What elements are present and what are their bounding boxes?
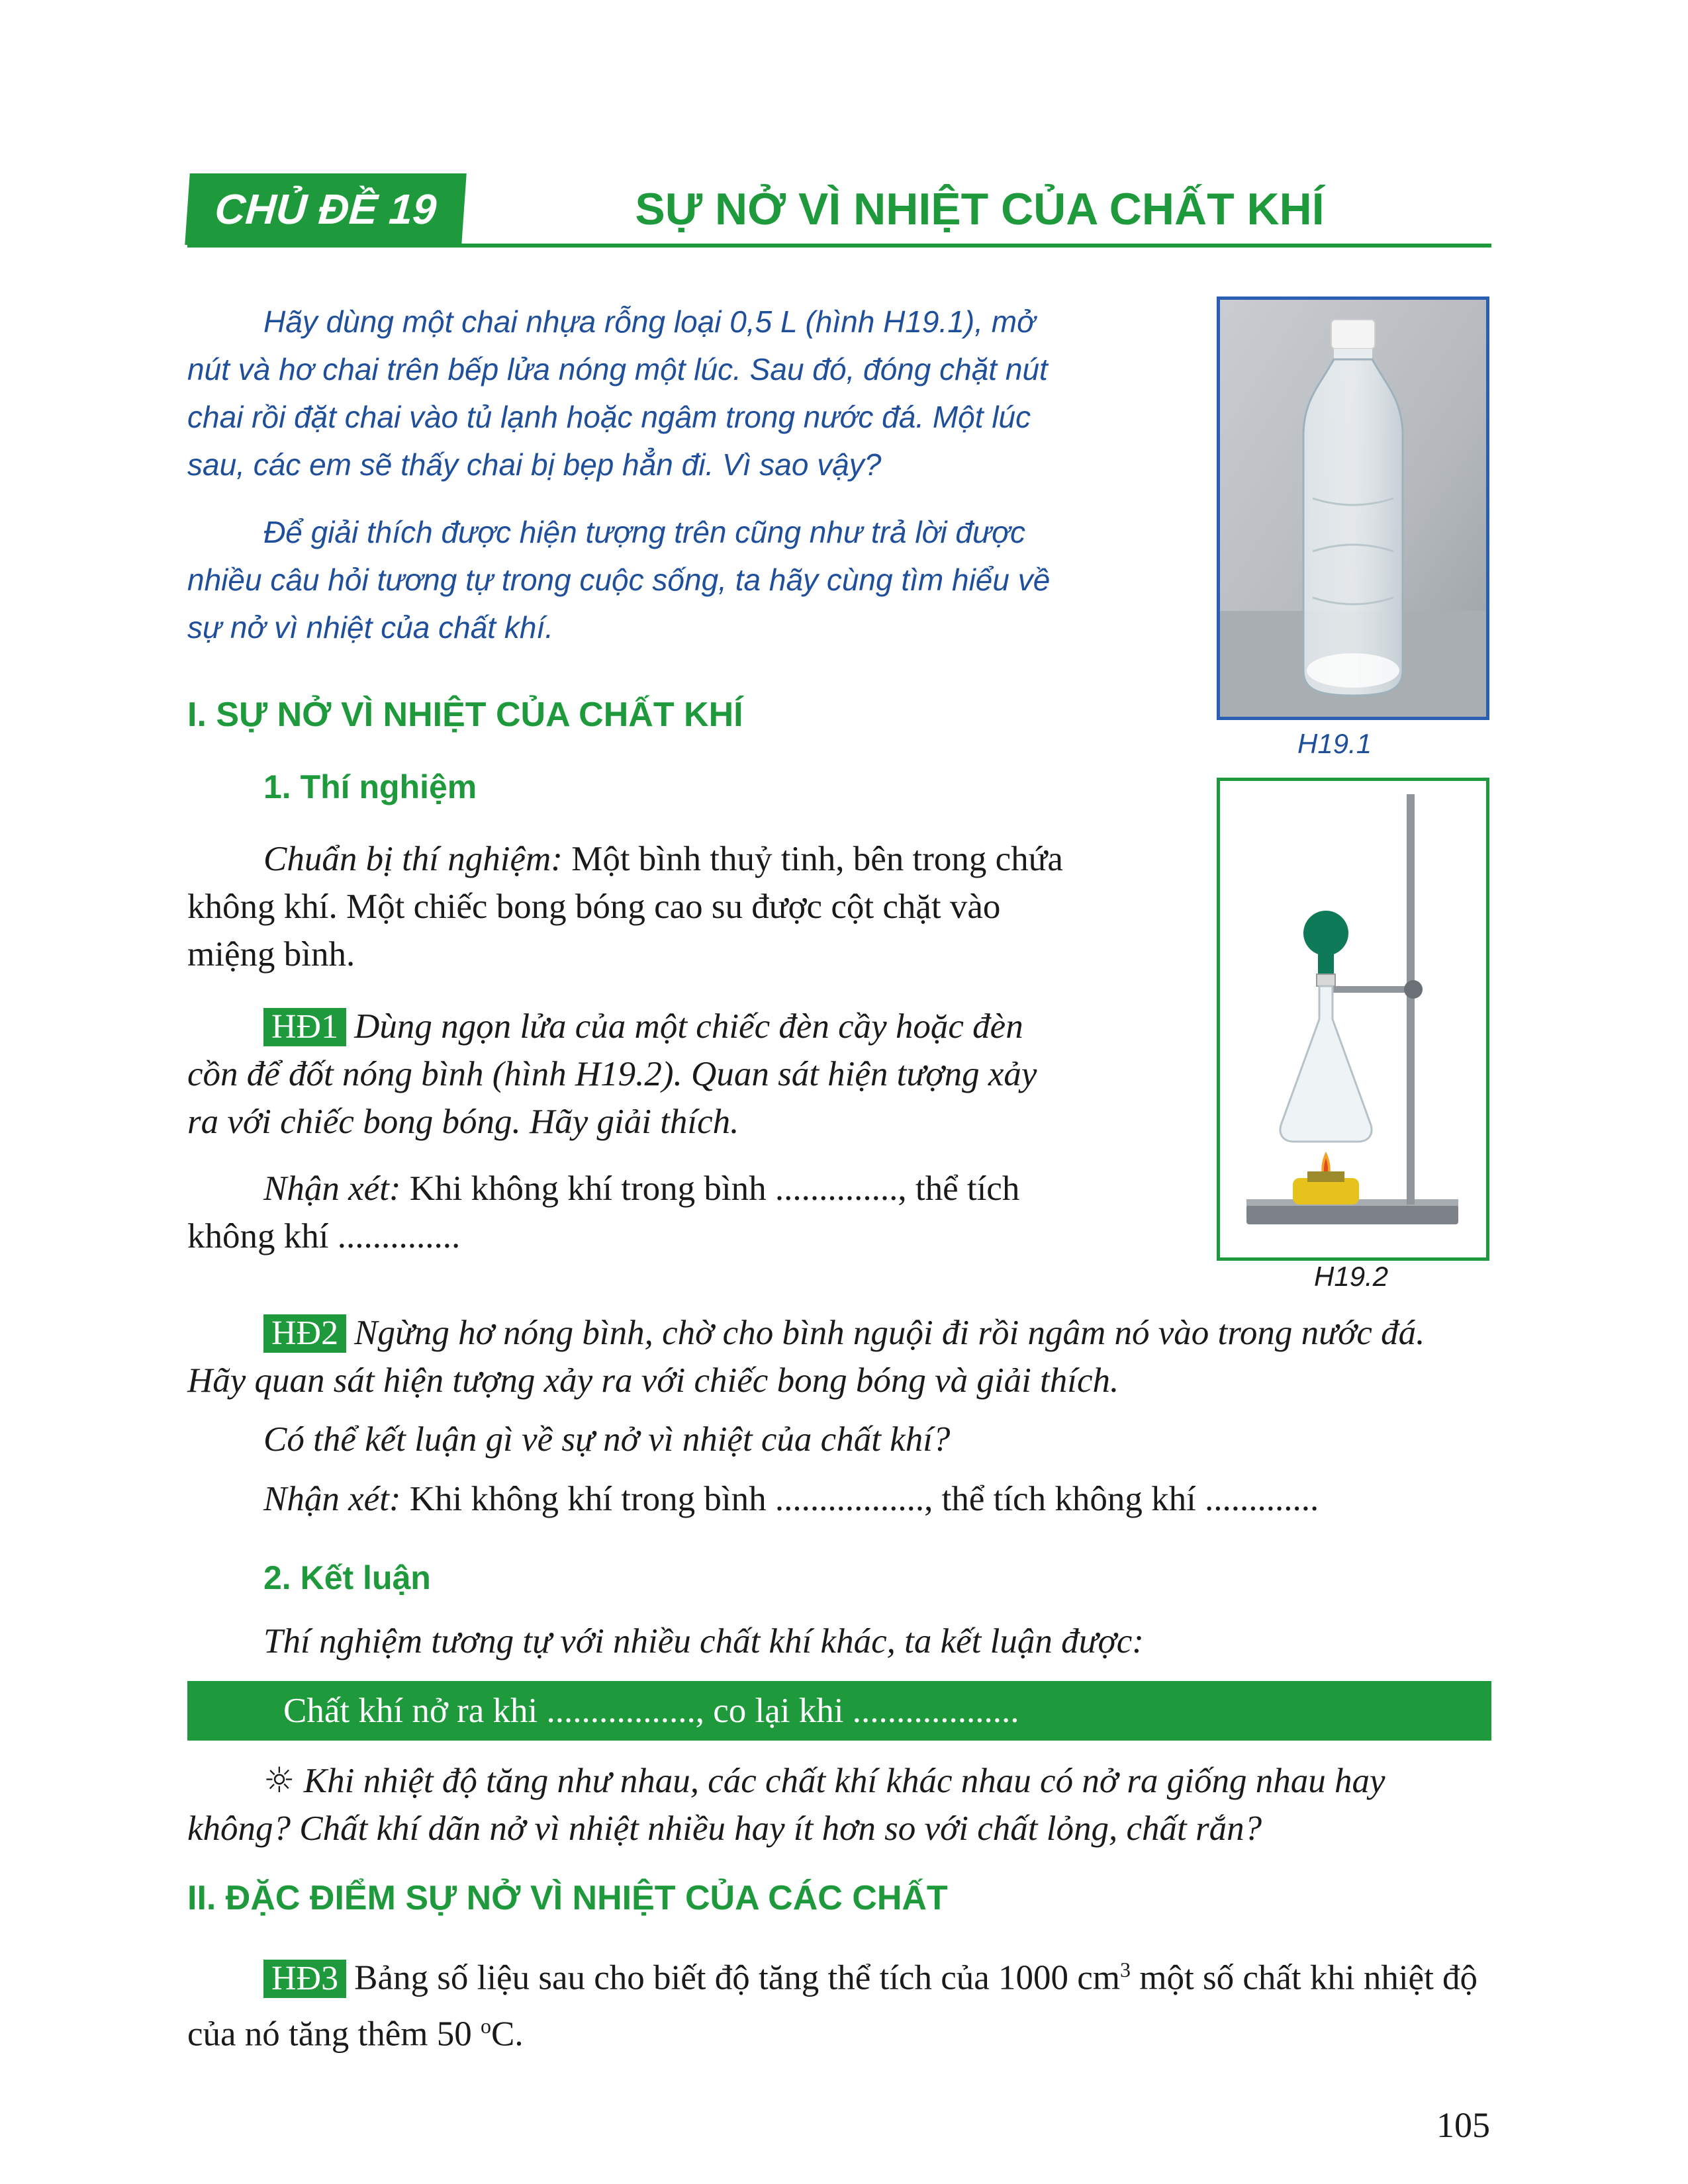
prep-label: Chuẩn bị thí nghiệm:: [263, 840, 563, 878]
hd3-text-b: một số chất khi nhiệt độ của nó tăng thêm 50: [187, 1958, 1478, 2054]
hd2-text: Ngừng hơ nóng bình, chờ cho bình nguội đi rồi ngâm nó vào trong nước đá. Hãy quan sát hiện tượng xảy ra với chiếc bong bóng và giải thích.: [187, 1314, 1425, 1400]
remark-2-text: Khi không khí trong bình ................., thể tích không khí .............: [400, 1480, 1319, 1518]
hd3-degree: o: [481, 2013, 492, 2038]
figure-bottle: [1217, 296, 1489, 720]
intro-paragraph-1: Hãy dùng một chai nhựa rỗng loại 0,5 L (hình H19.1), mở nút và hơ chai trên bếp lửa nóng một lúc. Sau đó, đóng chặt nút chai rồi đặt chai vào tủ lạnh hoặc ngâm trong nước đá. Một lúc sau, các em sẽ thấy chai bị bẹp hẳn đi. Vì sao vậy?: [187, 304, 1048, 482]
hd1-paragraph: [187, 1003, 1074, 1146]
figure-bottle-caption: H19.1: [1297, 728, 1372, 759]
prep-block: [187, 835, 1074, 978]
hd2-paragraph: [187, 1309, 1491, 1404]
remark-1-paragraph: [187, 1165, 1074, 1260]
hd3-superscript: 3: [1120, 1958, 1131, 1981]
prep-paragraph: [187, 835, 1074, 978]
conclusion-intro: Thí nghiệm tương tự với nhiều chất khí khác, ta kết luận được:: [263, 1622, 1144, 1661]
hd3-text-c: C.: [491, 2015, 524, 2054]
flask-illustration: [1220, 781, 1486, 1257]
hd1-text: Dùng ngọn lửa của một chiếc đèn cầy hoặc đèn cồn để đốt nóng bình (hình H19.2). Quan sát hiện tượng xảy ra với chiếc bong bóng. Hãy giải thích.: [187, 1007, 1037, 1141]
remark-1-block: [187, 1165, 1074, 1260]
hd3-text-a: Bảng số liệu sau cho biết độ tăng thể tích của 1000 cm: [354, 1958, 1120, 1997]
header-rule: [187, 244, 1491, 248]
hd1-badge: HĐ1: [263, 1008, 346, 1046]
remark-1-label: Nhận xét:: [263, 1169, 401, 1208]
remark-2-label: Nhận xét:: [263, 1480, 401, 1518]
conclusion-box: Chất khí nở ra khi ................., co lại khi ...................: [187, 1681, 1491, 1741]
bottle-illustration: [1220, 300, 1486, 717]
sun-question-paragraph: [187, 1757, 1491, 1852]
chapter-tag: CHỦ ĐỀ 19: [185, 173, 467, 245]
hd3-paragraph: [187, 1946, 1491, 2058]
chapter-title: SỰ NỞ VÌ NHIỆT CỦA CHẤT KHÍ: [635, 184, 1325, 234]
section-1-heading: I. SỰ NỞ VÌ NHIỆT CỦA CHẤT KHÍ: [187, 696, 743, 734]
remark-1-text: Khi không khí trong bình .............., thể tích không khí ..............: [187, 1169, 1020, 1255]
question-text: Có thể kết luận gì về sự nở vì nhiệt của chất khí?: [263, 1420, 951, 1459]
prep-text: Một bình thuỷ tinh, bên trong chứa không khí. Một chiếc bong bóng cao su được cột chặt vào miệng bình.: [187, 840, 1063, 974]
intro-block: [187, 298, 1081, 651]
figure-flask-caption: H19.2: [1314, 1261, 1389, 1292]
subsection-1-heading: 1. Thí nghiệm: [263, 768, 477, 805]
figure-flask: [1217, 778, 1489, 1261]
hd2-badge: HĐ2: [263, 1314, 346, 1353]
hd3-block: [187, 1946, 1491, 2058]
page-number: 105: [1436, 2105, 1490, 2145]
subsection-2-heading: 2. Kết luận: [263, 1559, 431, 1596]
hd3-badge: HĐ3: [263, 1960, 346, 1998]
intro-paragraph-2: Để giải thích được hiện tượng trên cũng như trả lời được nhiều câu hỏi tương tự trong cuộc sống, ta hãy cùng tìm hiểu về sự nở vì nhiệt của chất khí.: [187, 515, 1051, 645]
sun-icon: ☼: [263, 1760, 295, 1801]
hd2-block: [187, 1309, 1491, 1404]
hd1-block: [187, 1003, 1074, 1146]
remark-2-paragraph: [263, 1479, 1319, 1519]
sun-question-text: Khi nhiệt độ tăng như nhau, các chất khí khác nhau có nở ra giống nhau hay không? Chất khí dãn nở vì nhiệt nhiều hay ít hơn so với chất lỏng, chất rắn?: [187, 1762, 1385, 1848]
sun-question-block: [187, 1757, 1491, 1852]
section-2-heading: II. ĐẶC ĐIỂM SỰ NỞ VÌ NHIỆT CỦA CÁC CHẤT: [187, 1879, 948, 1917]
